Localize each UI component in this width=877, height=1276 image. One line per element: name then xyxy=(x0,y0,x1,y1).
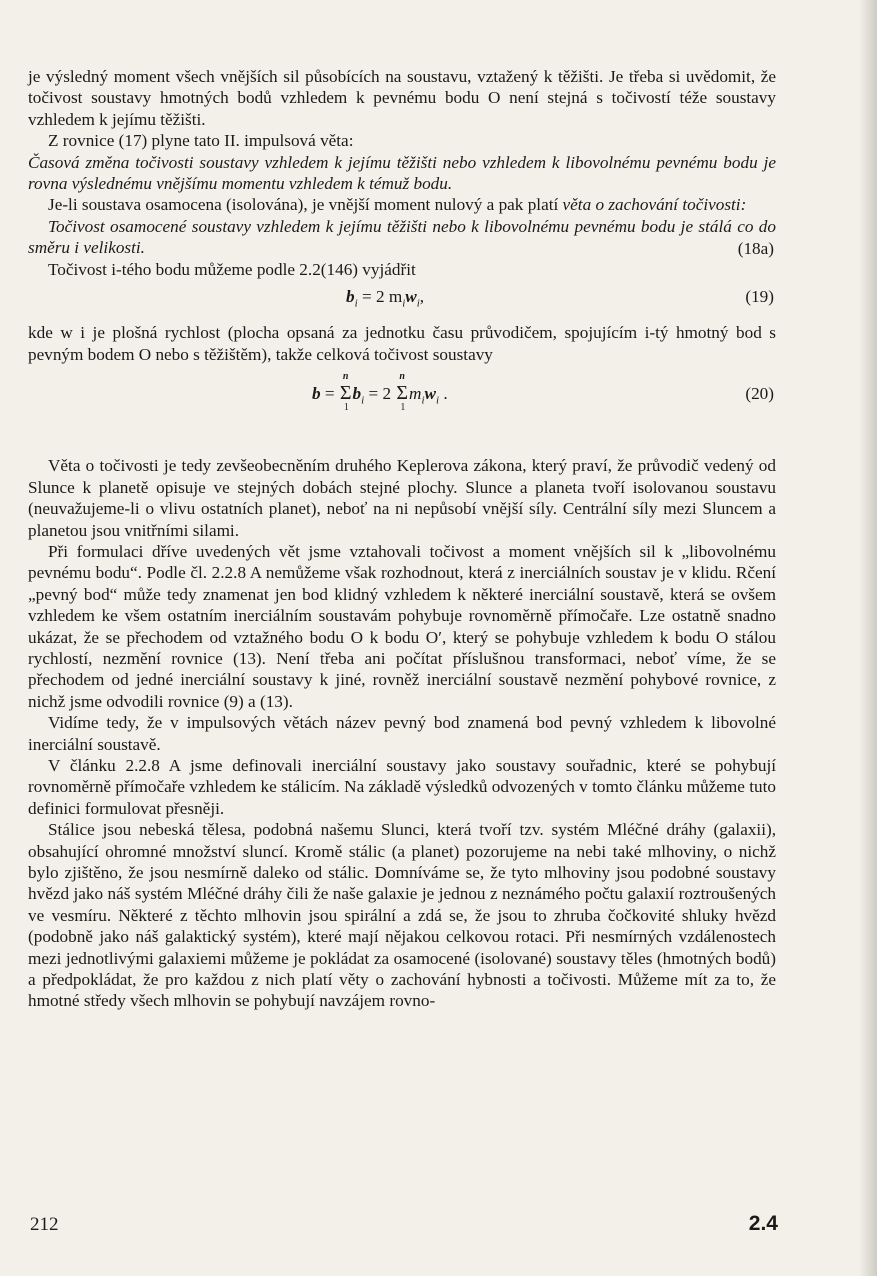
sum-sign-1: Σ n 1 xyxy=(340,383,352,404)
equation-20-number: (20) xyxy=(745,384,774,404)
sum-2-lower: 1 xyxy=(400,402,406,414)
equation-20-body xyxy=(312,371,448,414)
eq20-eq1: = xyxy=(324,384,335,404)
sum-sign-2: Σ n 1 xyxy=(396,383,408,404)
page-text-block xyxy=(28,66,776,1012)
eq20-eq2: = 2 xyxy=(368,384,392,404)
paragraph-inertial-definition: V článku 2.2.8 A jsme definovali inerciální soustavy jako soustavy souřadnic, které se pohybují rovnoměrně přímočaře vzhledem ke stálicím. Na základě výsledků odvozených v tomto článku můžeme tuto definici formulovat přesněji. xyxy=(28,755,776,818)
page-number: 212 xyxy=(30,1214,59,1235)
sum-2-upper: n xyxy=(399,371,405,383)
paragraph-kepler: Věta o točivosti je tedy zevšeobecněním druhého Keplerova zákona, který praví, že průvodič vedený od Slunce k planetě opisuje ve stejných dobách stejné plochy. Slunce a planeta tvoří isolovanou soustavu (neuvažujeme-li o vlivu ostatních planet), neboť na ni nepůsobí vnější síly. Centrální síly mezi Sluncem a planetou jsou vnitřními silami. xyxy=(28,456,776,540)
theorem-conservation-text: Točivost osamocené soustavy vzhledem k jejímu těžišti nebo k libovolnému pevnému bodu je stálá co do směru i velikosti. xyxy=(28,216,776,258)
paragraph-resultant-moment: je výsledný moment všech vnějších sil působících na soustavu, vztažený k těžišti. Je třeba si uvědomit, že točivost soustavy hmotných bodů vzhledem k pevnému bodu O není stejná s točivostí téže soustavy vzhledem k jejímu těžišti. xyxy=(28,67,776,129)
paragraph-eq19-intro: Točivost i-tého bodu můžeme podle 2.2(146) vyjádřit xyxy=(48,260,416,280)
eq19-tail: , xyxy=(419,287,425,307)
theorem-conservation-row xyxy=(28,216,776,259)
equation-19-body xyxy=(346,286,424,315)
page-edge-shadow xyxy=(859,0,877,1276)
theorem-second-impulse: Časová změna točivosti soustavy vzhledem k jejímu těžišti nebo vzhledem k libovolnému pevnému bodu je rovna výslednému vnějšímu momentu vzhledem k témuž bodu. xyxy=(28,152,776,194)
section-number: 2.4 xyxy=(748,1212,778,1235)
paragraph-second-impulse-intro: Z rovnice (17) plyne tato II. impulsová věta: xyxy=(48,131,354,151)
sum-1-upper: n xyxy=(342,371,349,383)
eq20-tail: . xyxy=(443,384,448,404)
paragraph-fixed-point: Při formulaci dříve uvedených vět jsme vztahovali točivost a moment vnějších sil k „libovolnému pevnému bodu“. Podle čl. 2.2.8 A nemůžeme však rozhodnout, která z inerciálních soustav je v klidu. Rčení „pevný bod“ může tedy znamenat jen bod klidný vzhledem k některé inerciální soustavě, která se ovšem vzhledem ke všem ostatním inerciálním soustavám pohybuje rovnoměrně přímočaře. Lze ostatně snadno ukázat, že se přechodem od vztažného bodu O k bodu O′, který se pohybuje vzhledem k bodu O stálou rychlostí, nezmění rovnice (13). Není třeba ani počítat příslušnou transformaci, neboť víme, že se přechodem od jedné inerciální soustavy k jiné, rovněž inerciální soustavě nezmění pohybové rovnice, z nichž jsme odvodili rovnice (9) a (13). xyxy=(28,541,776,711)
eq20-bi-sub: i xyxy=(361,394,365,407)
conservation-theorem-title: věta o zachování točivosti: xyxy=(562,195,747,215)
eq19-w-sub: i xyxy=(416,297,420,310)
eq20-bi: b xyxy=(352,384,362,404)
equation-18a-number: (18a) xyxy=(737,238,774,258)
eq20-w-sub: i xyxy=(435,394,440,407)
eq19-w: w xyxy=(405,287,417,307)
eq20-w: w xyxy=(424,384,436,404)
paragraph-areal-velocity: kde w i je plošná rychlost (plocha opsaná za jednotku času průvodičem, spojujícím i-tý hmotný bod s pevným bodem O nebo s těžištěm), takže celková točivost soustavy xyxy=(28,323,776,364)
paragraph-isolated-system xyxy=(28,194,776,215)
equation-19 xyxy=(28,280,776,322)
equation-20 xyxy=(28,365,776,435)
page-footer xyxy=(30,1212,778,1236)
sum-1-lower: 1 xyxy=(343,402,349,414)
isolated-lead-text: Je-li soustava osamocena (isolována), je vnější moment nulový a pak platí xyxy=(48,195,559,215)
eq19-b-sub: i xyxy=(354,297,358,310)
equation-19-number: (19) xyxy=(745,287,774,307)
eq20-m: m xyxy=(409,384,422,404)
eq19-b: b xyxy=(346,287,355,307)
spacer xyxy=(28,435,776,455)
eq19-rhs: = 2 m xyxy=(361,287,403,307)
eq19-m-sub: i xyxy=(402,297,406,310)
paragraph-impulse-fixed-point: Vidíme tedy, že v impulsových větách název pevný bod znamená bod pevný vzhledem k libovolné inerciální soustavě. xyxy=(28,713,776,754)
eq20-b: b xyxy=(312,384,321,404)
eq20-m-sub: i xyxy=(421,394,425,407)
paragraph-galaxies: Stálice jsou nebeská tělesa, podobná našemu Slunci, která tvoří tzv. systém Mléčné dráhy (galaxii), obsahující ohromné množství sluncí. Kromě stálic (a planet) pozorujeme na nebi také mlhoviny, o nichž bylo zjištěno, že jsou nesmírně daleko od stálic. Domníváme se, že tyto mlhoviny jsou podobné soustavy hvězd jako náš systém Mléčné dráhy čili že naše galaxie je jednou z neznámého počtu galaxií roztroušených ve vesmíru. Některé z těchto mlhovin jsou spirální a zdá se, že jsou to zhruba čočkovité shluky hvězd (podobně jako náš galaktický systém), které mají nějakou celkovou rotaci. Při nesmírných vzdálenostech mezi jednotlivými galaxiemi můžeme je pokládat za osamocené (isolované) soustavy těles (hmotných bodů) a předpokládat, že pro každou z nich platí věty o zachování hybnosti a točivosti. Můžeme mít za to, že hmotné středy všech mlhovin se pohybují navzájem rovno- xyxy=(28,820,776,1011)
